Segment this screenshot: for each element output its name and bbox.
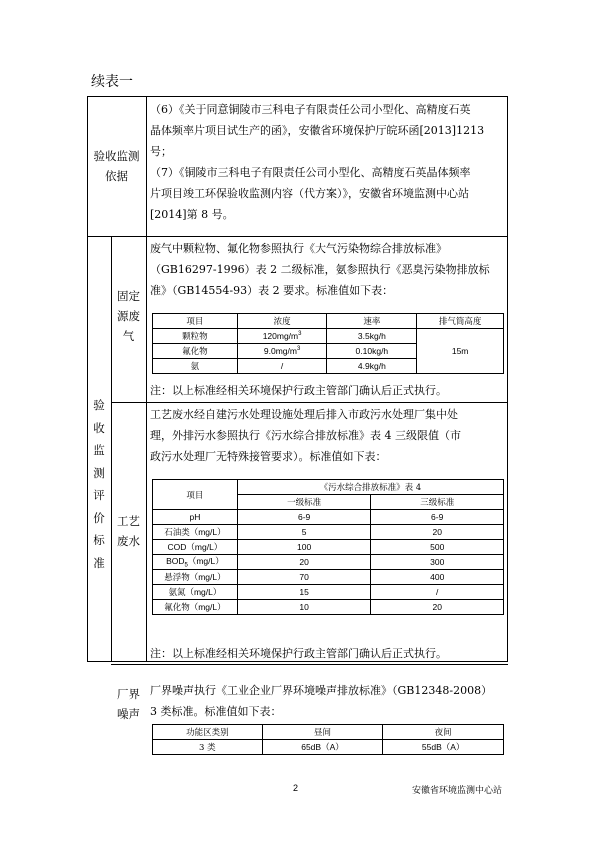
table-header: 《污水综合排放标准》表 4 [237, 480, 503, 495]
noise-text [150, 680, 506, 722]
table-row [153, 570, 504, 585]
table-cell: 3.5kg/h [327, 329, 417, 344]
table-cell: $BOD_5(mg/L)$ [153, 555, 238, 570]
basis-label-line2: 依据 [105, 169, 128, 183]
page-number: 2 [293, 783, 299, 793]
table-row [153, 329, 504, 344]
standards-char: 收 [93, 420, 105, 435]
table-cell: 6-9 [237, 510, 371, 525]
table-cell: 5 [237, 525, 371, 540]
table-cell: 3 类 [153, 740, 263, 755]
waste-gas-line: （GB16297-1996）表 2 二级标准，氨参照执行《恶臭污染物排放标 [150, 263, 490, 276]
waste-gas-line: 废气中颗粒物、氟化物参照执行《大气污染物综合排放标准》 [150, 242, 447, 255]
table-row [153, 540, 504, 555]
noise-line: 3 类标准。标准值如下表： [150, 705, 282, 718]
noise-label [111, 684, 146, 724]
table-header-row [153, 480, 504, 495]
waste-gas-note: 注：以上标准经相关环境保护行政主管部门确认后正式执行。 [150, 384, 447, 397]
waste-water-label-line: 废水 [117, 534, 140, 548]
table-header-row [153, 314, 504, 329]
table-cell: $9.0mg/m^3$ [237, 344, 327, 359]
row-divider-basis [87, 236, 508, 237]
table-row [153, 510, 504, 525]
table-cell: COD（mg/L） [153, 540, 238, 555]
table-cell: / [371, 585, 504, 600]
table-row [153, 555, 504, 570]
standards-char: 准 [93, 555, 105, 570]
table-cell: 100 [237, 540, 371, 555]
noise-standards-table [152, 724, 504, 755]
table-cell: 6-9 [371, 510, 504, 525]
waste-gas-label-line: 源废 [117, 309, 140, 323]
table-cell: 氟化物（mg/L） [153, 600, 238, 615]
table-cell: 300 [371, 555, 504, 570]
footer-organization: 安徽省环境监测中心站 [412, 786, 503, 796]
standards-char: 测 [93, 465, 105, 480]
waste-water-line: 政污水处理厂无特殊接管要求）。标准值如下表： [150, 450, 387, 463]
table-cell: 氟化物 [153, 344, 238, 359]
table-header: 浓度 [237, 314, 327, 329]
noise-line: 厂界噪声执行《工业企业厂界环境噪声排放标准》（GB12348-2008） [150, 684, 493, 697]
table-row [153, 585, 504, 600]
waste-gas-label-line: 固定 [117, 289, 140, 303]
table-cell: 氨氮（mg/L） [153, 585, 238, 600]
waste-water-line: 理，外排污水参照执行《污水综合排放标准》表 4 三级限值（市 [150, 429, 461, 442]
table-cell: pH [153, 510, 238, 525]
table-cell: 400 [371, 570, 504, 585]
noise-label-line: 厂界 [117, 687, 140, 701]
basis-line: [2014]第 8 号。 [150, 208, 234, 221]
basis-line: 号； [150, 145, 172, 158]
stack-height-cell: 15m [417, 329, 504, 374]
col-divider-basis [146, 96, 147, 236]
table-cell: $120mg/m^3$ [237, 329, 327, 344]
table-cell: 0.10kg/h [327, 344, 417, 359]
waste-gas-label-line: 气 [122, 329, 135, 343]
table-cell: 20 [237, 555, 371, 570]
table-cell: 55dB（A） [383, 740, 504, 755]
table-cell: / [237, 359, 327, 374]
table-header: 速率 [327, 314, 417, 329]
table-cell: 20 [371, 600, 504, 615]
table-header: 功能区类别 [153, 725, 263, 740]
table-header: 排气筒高度 [417, 314, 504, 329]
waste-water-text [150, 404, 502, 467]
waste-gas-text [150, 238, 502, 301]
basis-label [87, 146, 146, 186]
row-divider-water [111, 664, 508, 665]
basis-line: （6）《关于同意铜陵市三科电子有限责任公司小型化、高精度石英 [150, 103, 471, 116]
col-divider-standards-inner [146, 236, 147, 662]
basis-line: （7）《铜陵市三科电子有限责任公司小型化、高精度石英晶体频率 [150, 166, 471, 179]
table-row [153, 525, 504, 540]
basis-label-line1: 验收监测 [93, 149, 140, 163]
table-header-row [153, 725, 504, 740]
standards-char: 评 [93, 488, 105, 502]
table-cell: 20 [371, 525, 504, 540]
standards-char: 标 [93, 533, 105, 547]
row-divider-gas [111, 402, 508, 403]
table-cell: 4.9kg/h [327, 359, 417, 374]
standards-label [87, 394, 111, 574]
table-cell: 石油类（mg/L） [153, 525, 238, 540]
standards-char: 监 [93, 443, 105, 457]
waste-gas-standards-table [152, 313, 504, 374]
table-cell: 500 [371, 540, 504, 555]
waste-water-note: 注：以上标准经相关环境保护行政主管部门确认后正式执行。 [150, 647, 447, 660]
waste-water-label [111, 511, 146, 551]
table-cell: 65dB（A） [262, 740, 383, 755]
table-cell: 15 [237, 585, 371, 600]
basis-line: 晶体频率片项目试生产的函》，安徽省环境保护厅皖环函[2013]1213 [150, 124, 485, 137]
table-cell: 颗粒物 [153, 329, 238, 344]
table-header: 三级标准 [371, 495, 504, 510]
table-cell: 10 [237, 600, 371, 615]
page-title: 续表一 [91, 74, 133, 90]
table-header: 项目 [153, 314, 238, 329]
table-header: 昼间 [262, 725, 383, 740]
waste-water-standards-table [152, 479, 504, 615]
standards-char: 价 [93, 510, 105, 525]
basis-text [150, 99, 502, 225]
table-cell: 悬浮物（mg/L） [153, 570, 238, 585]
waste-gas-label [111, 286, 146, 346]
table-header: 项目 [153, 480, 238, 510]
table-header: 夜间 [383, 725, 504, 740]
table-cell: 氨 [153, 359, 238, 374]
table-row [153, 740, 504, 755]
noise-label-line: 噪声 [117, 707, 140, 721]
table-row [153, 600, 504, 615]
waste-gas-line: 准》（GB14554-93）表 2 要求。标准值如下表： [150, 284, 394, 297]
standards-char: 验 [93, 398, 105, 412]
table-cell: 70 [237, 570, 371, 585]
basis-line: 片项目竣工环保验收监测内容（代方案）》，安徽省环境监测中心站 [150, 187, 469, 200]
waste-water-label-line: 工艺 [117, 514, 140, 528]
table-header: 一级标准 [237, 495, 371, 510]
waste-water-line: 工艺废水经自建污水处理设施处理后排入市政污水处理厂集中处 [150, 408, 458, 421]
